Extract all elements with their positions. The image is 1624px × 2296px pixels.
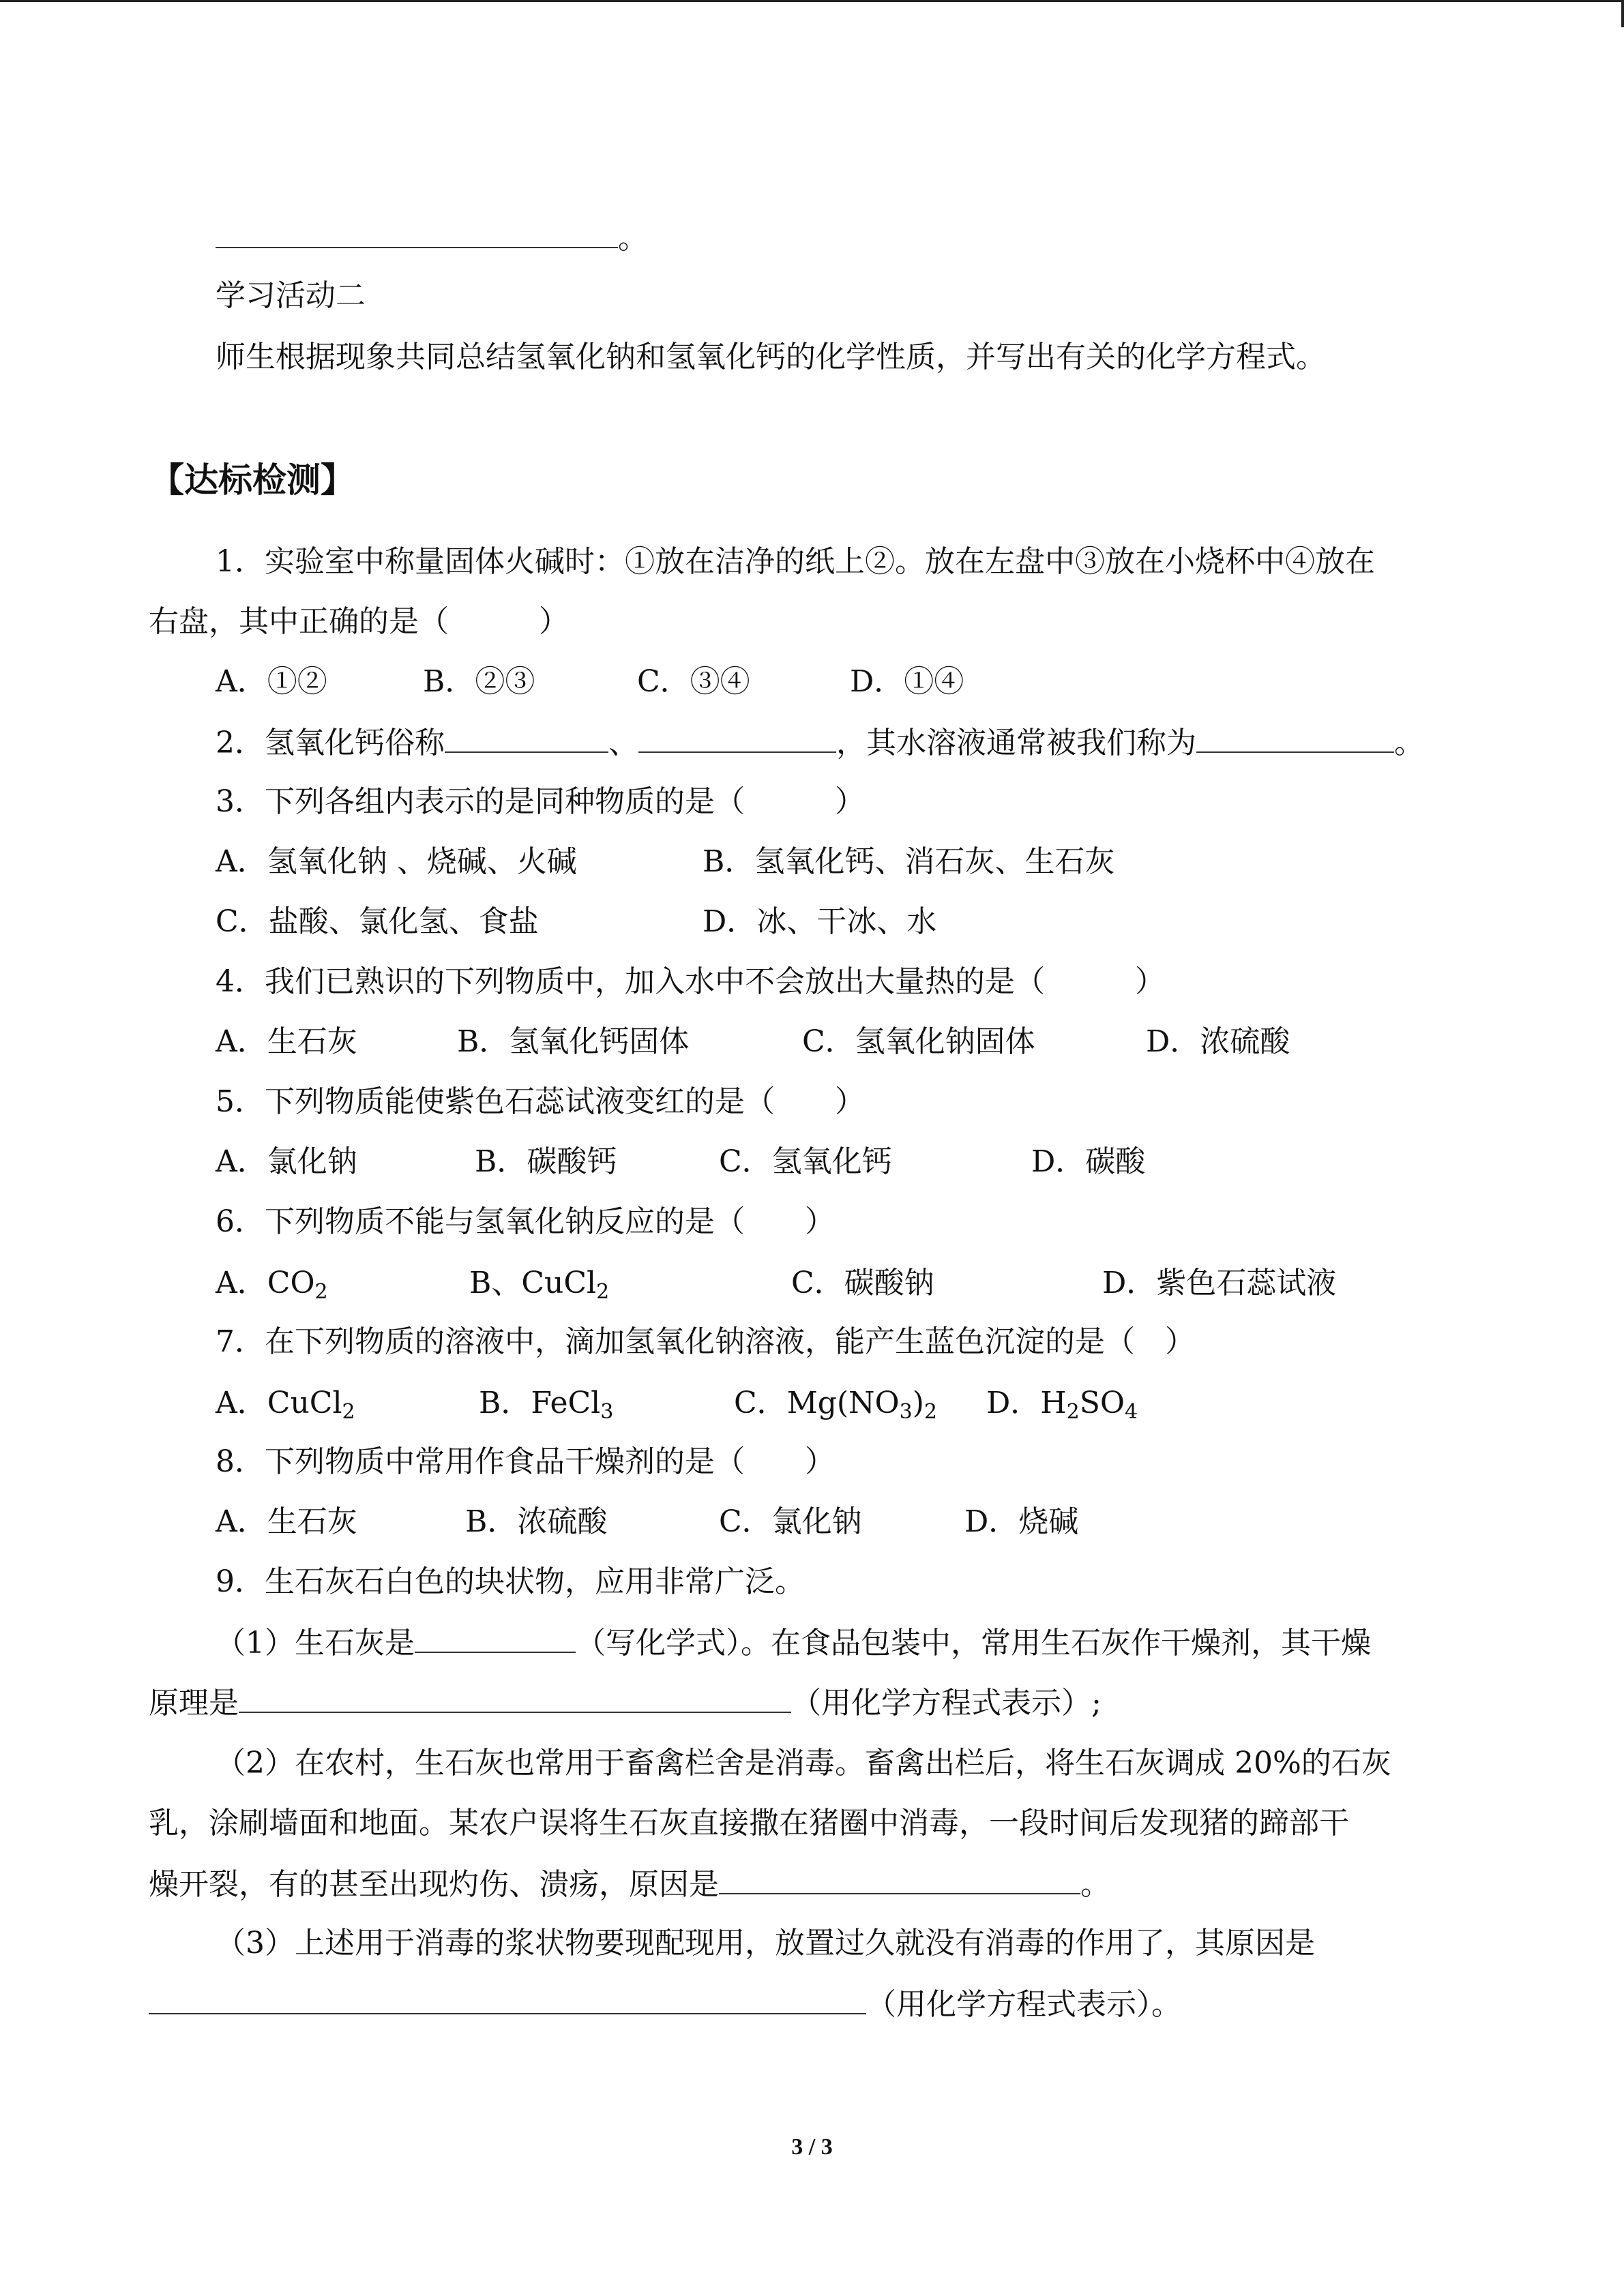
q2-blank-2[interactable]: [638, 721, 836, 753]
q9-part2-line2: 乳，涂刷墙面和地面。某农户误将生石灰直接撒在猪圈中消毒，一段时间后发现猪的蹄部干: [149, 1806, 1349, 1840]
q3-option-a[interactable]: A．氢氧化钠 、烧碱、火碱: [216, 844, 577, 879]
q2-blank-1[interactable]: [445, 721, 608, 753]
q9-equation-blank-1[interactable]: [239, 1682, 791, 1713]
q5-option-b[interactable]: B．碳酸钙: [475, 1144, 617, 1179]
q4-stem: 4．我们已熟识的下列物质中，加入水中不会放出大量热的是（ ）: [216, 964, 1165, 999]
q9-stem: 9．生石灰石白色的块状物，应用非常广泛。: [216, 1564, 805, 1599]
q9-part1-line1: （1）生石灰是 （写化学式）。在食品包装中，常用生石灰作干燥剂，其干燥: [216, 1622, 1371, 1664]
q7-option-a[interactable]: A．CuCl$_2$: [216, 1386, 355, 1424]
q6-option-c[interactable]: C．碳酸钠: [791, 1266, 934, 1300]
page-top-border: [0, 0, 1624, 3]
q4-option-c[interactable]: C．氢氧化钠固体: [802, 1024, 1035, 1059]
q3-stem: 3．下列各组内表示的是同种物质的是（ ）: [216, 784, 865, 819]
q9-part2-line3: 燥开裂，有的甚至出现灼伤、溃疡，原因是 。: [149, 1863, 1110, 1905]
q8-option-b[interactable]: B．浓硫酸: [465, 1504, 608, 1539]
q9-part3-line1: （3）上述用于消毒的浆状物要现配现用，放置过久就没有消毒的作用了，其原因是: [216, 1926, 1315, 1960]
q1-stem-line2: 右盘，其中正确的是（ ）: [149, 604, 569, 639]
answer-blank[interactable]: [216, 217, 618, 248]
q5-option-d[interactable]: D．碳酸: [1031, 1144, 1146, 1179]
section-title: 【达标检测】: [150, 460, 355, 500]
q1-option-d[interactable]: D．①④: [850, 664, 964, 699]
q9-part1-line2: 原理是 （用化学方程式表示）;: [149, 1682, 1102, 1724]
q5-option-a[interactable]: A．氯化钠: [216, 1144, 357, 1179]
q8-option-a[interactable]: A．生石灰: [216, 1504, 357, 1539]
q3-option-c[interactable]: C．盐酸、氯化氢、食盐: [216, 904, 539, 939]
activity-title: 学习活动二: [216, 278, 366, 313]
q6-option-d[interactable]: D．紫色石蕊试液: [1102, 1266, 1337, 1300]
q1-option-b[interactable]: B．②③: [423, 664, 535, 699]
q7-option-c[interactable]: C．$Mg(NO_3)_2$: [734, 1386, 937, 1424]
q9-reason-blank[interactable]: [719, 1863, 1080, 1894]
q5-stem: 5．下列物质能使紫色石蕊试液变红的是（ ）: [216, 1084, 865, 1119]
q1-stem-line1: 1．实验室中称量固体火碱时：①放在洁净的纸上②。放在左盘中③放在小烧杯中④放在: [216, 544, 1375, 579]
q7-stem: 7．在下列物质的溶液中，滴加氢氧化钠溶液，能产生蓝色沉淀的是（ ）: [216, 1324, 1195, 1359]
q3-option-d[interactable]: D．冰、干冰、水: [703, 904, 937, 939]
page-number: 3 / 3: [791, 2134, 833, 2160]
q3-option-b[interactable]: B．氢氧化钙、消石灰、生石灰: [703, 844, 1115, 879]
q6-stem: 6．下列物质不能与氢氧化钠反应的是（ ）: [216, 1204, 835, 1239]
q8-stem: 8．下列物质中常用作食品干燥剂的是（ ）: [216, 1444, 835, 1479]
q7-option-d[interactable]: D．$H_2SO_4$: [986, 1386, 1138, 1424]
prev-answer-line: 。: [216, 217, 648, 259]
q1-option-a[interactable]: A．①②: [216, 664, 327, 699]
q7-option-b[interactable]: B．FeCl$_3$: [479, 1386, 614, 1424]
activity-text: 师生根据现象共同总结氢氧化钠和氢氧化钙的化学性质，并写出有关的化学方程式。: [216, 340, 1326, 374]
q6-option-b[interactable]: B、CuCl$_2$: [469, 1266, 610, 1304]
q8-option-c[interactable]: C．氯化钠: [719, 1504, 862, 1539]
q4-option-a[interactable]: A．生石灰: [216, 1024, 357, 1059]
q4-option-d[interactable]: D．浓硫酸: [1146, 1024, 1290, 1059]
q8-option-d[interactable]: D．烧碱: [964, 1504, 1079, 1539]
q9-part3-line2: （用化学方程式表示）。: [149, 1983, 1181, 2025]
q2-blank-3[interactable]: [1196, 721, 1394, 753]
q2-line: 2．氢氧化钙俗称 、 ，其水溶液通常被我们称为 。: [216, 721, 1424, 764]
q5-option-c[interactable]: C．氢氧化钙: [719, 1144, 892, 1179]
page-corner-mark: [1621, 0, 1624, 27]
q4-option-b[interactable]: B．氢氧化钙固体: [457, 1024, 690, 1059]
q1-option-c[interactable]: C．③④: [637, 664, 750, 699]
q6-option-a[interactable]: A．$CO_2$: [216, 1266, 328, 1304]
q9-formula-blank[interactable]: [415, 1622, 576, 1653]
q9-part2-line1: （2）在农村，生石灰也常用于畜禽栏舍是消毒。畜禽出栏后，将生石灰调成 20%的石灰: [216, 1746, 1391, 1780]
q9-equation-blank-2[interactable]: [149, 1983, 866, 2014]
